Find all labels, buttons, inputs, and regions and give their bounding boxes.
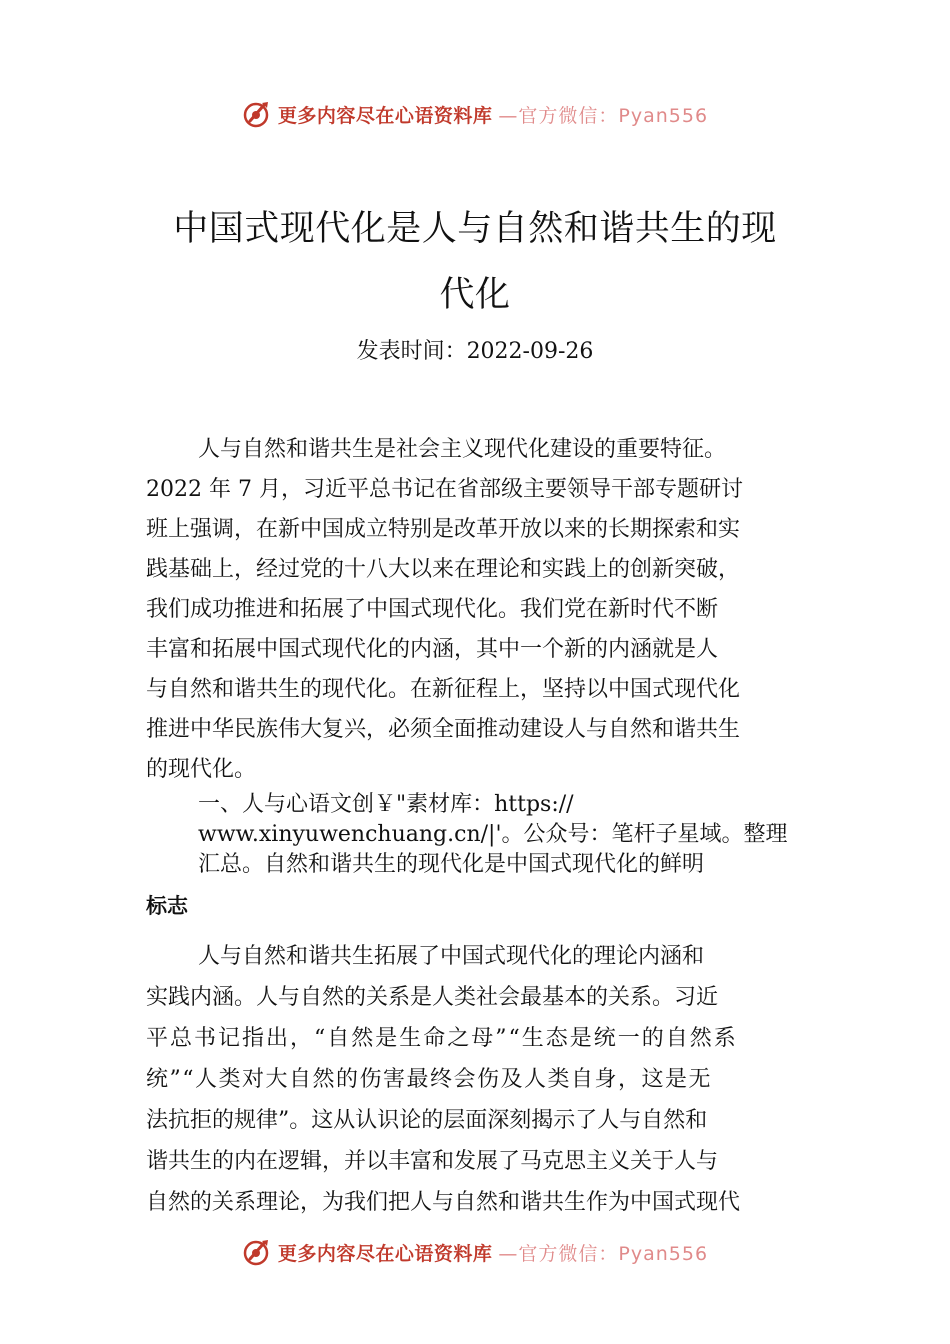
heading-line: www.xinyuwenchuang.cn/|'。公众号：笔杆子星域。整理 bbox=[198, 822, 788, 847]
text-line: 与自然和谐共生的现代化。在新征程上，坚持以中国式现代化 bbox=[146, 677, 741, 702]
header-banner bbox=[0, 94, 950, 134]
brand-logo-icon bbox=[242, 1237, 272, 1267]
text-line: 人与自然和谐共生是社会主义现代化建设的重要特征。 bbox=[198, 437, 727, 462]
text-line: 平总书记指出，“自然是生命之母”“生态是统一的自然系 bbox=[146, 1026, 738, 1051]
text-line: 法抗拒的规律”。这从认识论的层面深刻揭示了人与自然和 bbox=[146, 1108, 708, 1133]
text-line: 的现代化。 bbox=[146, 757, 257, 782]
text-line: 2022 年 7 月，习近平总书记在省部级主要领导干部专题研讨 bbox=[146, 477, 743, 502]
banner-contact-text: —官方微信：Pyan556 bbox=[498, 1242, 709, 1265]
section-heading-1 bbox=[146, 790, 846, 926]
banner-promo-text: 更多内容尽在心语资料库 bbox=[277, 104, 493, 127]
banner-contact-text: —官方微信：Pyan556 bbox=[498, 104, 709, 127]
text-line: 自然的关系理论，为我们把人与自然和谐共生作为中国式现代 bbox=[146, 1190, 741, 1215]
text-line: 统”“人类对大自然的伤害最终会伤及人类自身，这是无 bbox=[146, 1067, 712, 1092]
heading-tail: 标志 bbox=[146, 894, 188, 918]
paragraph-intro bbox=[146, 430, 836, 790]
text-line: 班上强调，在新中国成立特别是改革开放以来的长期探索和实 bbox=[146, 517, 741, 542]
text-line: 人与自然和谐共生拓展了中国式现代化的理论内涵和 bbox=[198, 944, 705, 969]
text-line: 我们成功推进和拓展了中国式现代化。我们党在新时代不断 bbox=[146, 597, 719, 622]
paragraph-body bbox=[146, 936, 836, 1223]
title-line: 中国式现代化是人与自然和谐共生的现 bbox=[173, 209, 777, 249]
text-line: 谐共生的内在逻辑，并以丰富和发展了马克思主义关于人与 bbox=[146, 1149, 719, 1174]
text-line: 推进中华民族伟大复兴，必须全面推动建设人与自然和谐共生 bbox=[146, 717, 741, 742]
footer-banner bbox=[0, 1232, 950, 1272]
text-line: 实践内涵。人与自然的关系是人类社会最基本的关系。习近 bbox=[146, 985, 719, 1010]
brand-logo-icon bbox=[242, 99, 272, 129]
text-line: 践基础上，经过党的十八大以来在理论和实践上的创新突破， bbox=[146, 557, 741, 582]
title-line: 代化 bbox=[439, 275, 511, 315]
article-title bbox=[140, 196, 810, 328]
publish-date: 发表时间：2022-09-26 bbox=[356, 339, 594, 364]
banner-promo-text: 更多内容尽在心语资料库 bbox=[277, 1242, 493, 1265]
heading-line: 汇总。自然和谐共生的现代化是中国式现代化的鲜明 bbox=[198, 852, 705, 877]
text-line: 丰富和拓展中国式现代化的内涵，其中一个新的内涵就是人 bbox=[146, 637, 719, 662]
heading-line: 一、人与心语文创￥"素材库：https:// bbox=[198, 792, 574, 817]
